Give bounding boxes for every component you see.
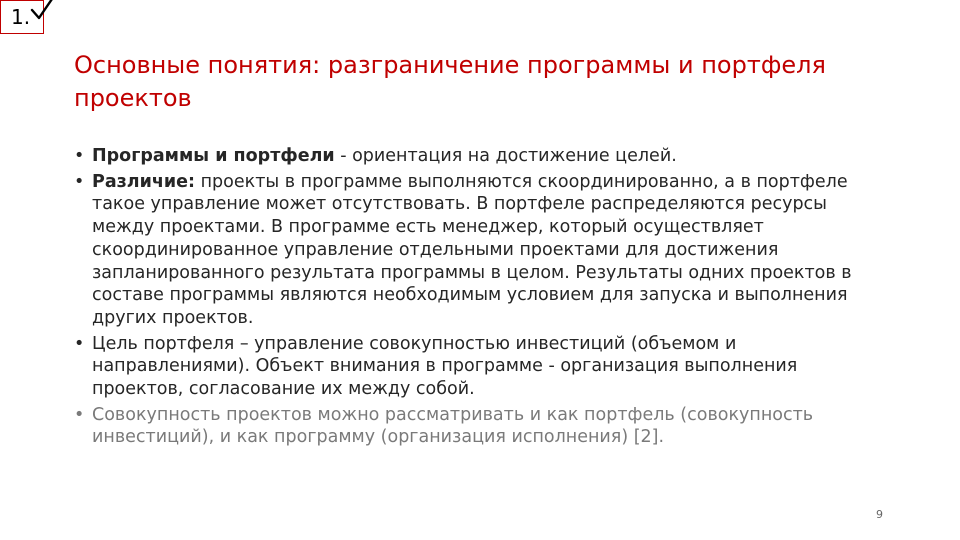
checkmark-icon	[29, 0, 55, 23]
bullet-item	[74, 333, 894, 401]
bullet-dot-icon: •	[74, 333, 85, 354]
bullet-text: Совокупность проектов можно рассматривать и как портфель (совокупность инвестиций), и как программу (организация исполнения) [2].	[92, 404, 814, 448]
bullet-dot-icon: •	[74, 146, 85, 166]
bullet-item	[74, 171, 894, 330]
bullet-list	[74, 145, 894, 452]
badge-number: 1.	[11, 5, 31, 29]
bullet-term: Различие:	[92, 171, 196, 192]
bullet-dot-icon: •	[74, 171, 85, 192]
slide-title: Основные понятия: разграничение программы и портфеля проектов	[74, 51, 826, 112]
bullet-item	[74, 145, 894, 168]
bullet-dot-icon: •	[74, 404, 85, 425]
bullet-text: Цель портфеля – управление совокупностью инвестиций (объемом и направлениями). Объект внимания в программе - организация выполнения проектов, согласование их между собой.	[92, 333, 798, 400]
bullet-text: - ориентация на достижение целей.	[334, 146, 677, 166]
slide-number-badge	[0, 0, 44, 34]
bullet-text: проекты в программе выполняются скоординированно, а в портфеле такое управление может отсутствовать. В портфеле распределяются ресурсы между проектами. В программе есть менеджер, который осуществляет скоординированное управление отдельными проектами для достижения запланированного результата программы в целом. Результаты одних проектов в составе программы являются необходимым условием для запуска и выполнения других проектов.	[92, 171, 852, 328]
page-number: 9	[876, 508, 883, 521]
bullet-term: Программы и портфели	[92, 146, 335, 166]
bullet-item	[74, 404, 894, 449]
